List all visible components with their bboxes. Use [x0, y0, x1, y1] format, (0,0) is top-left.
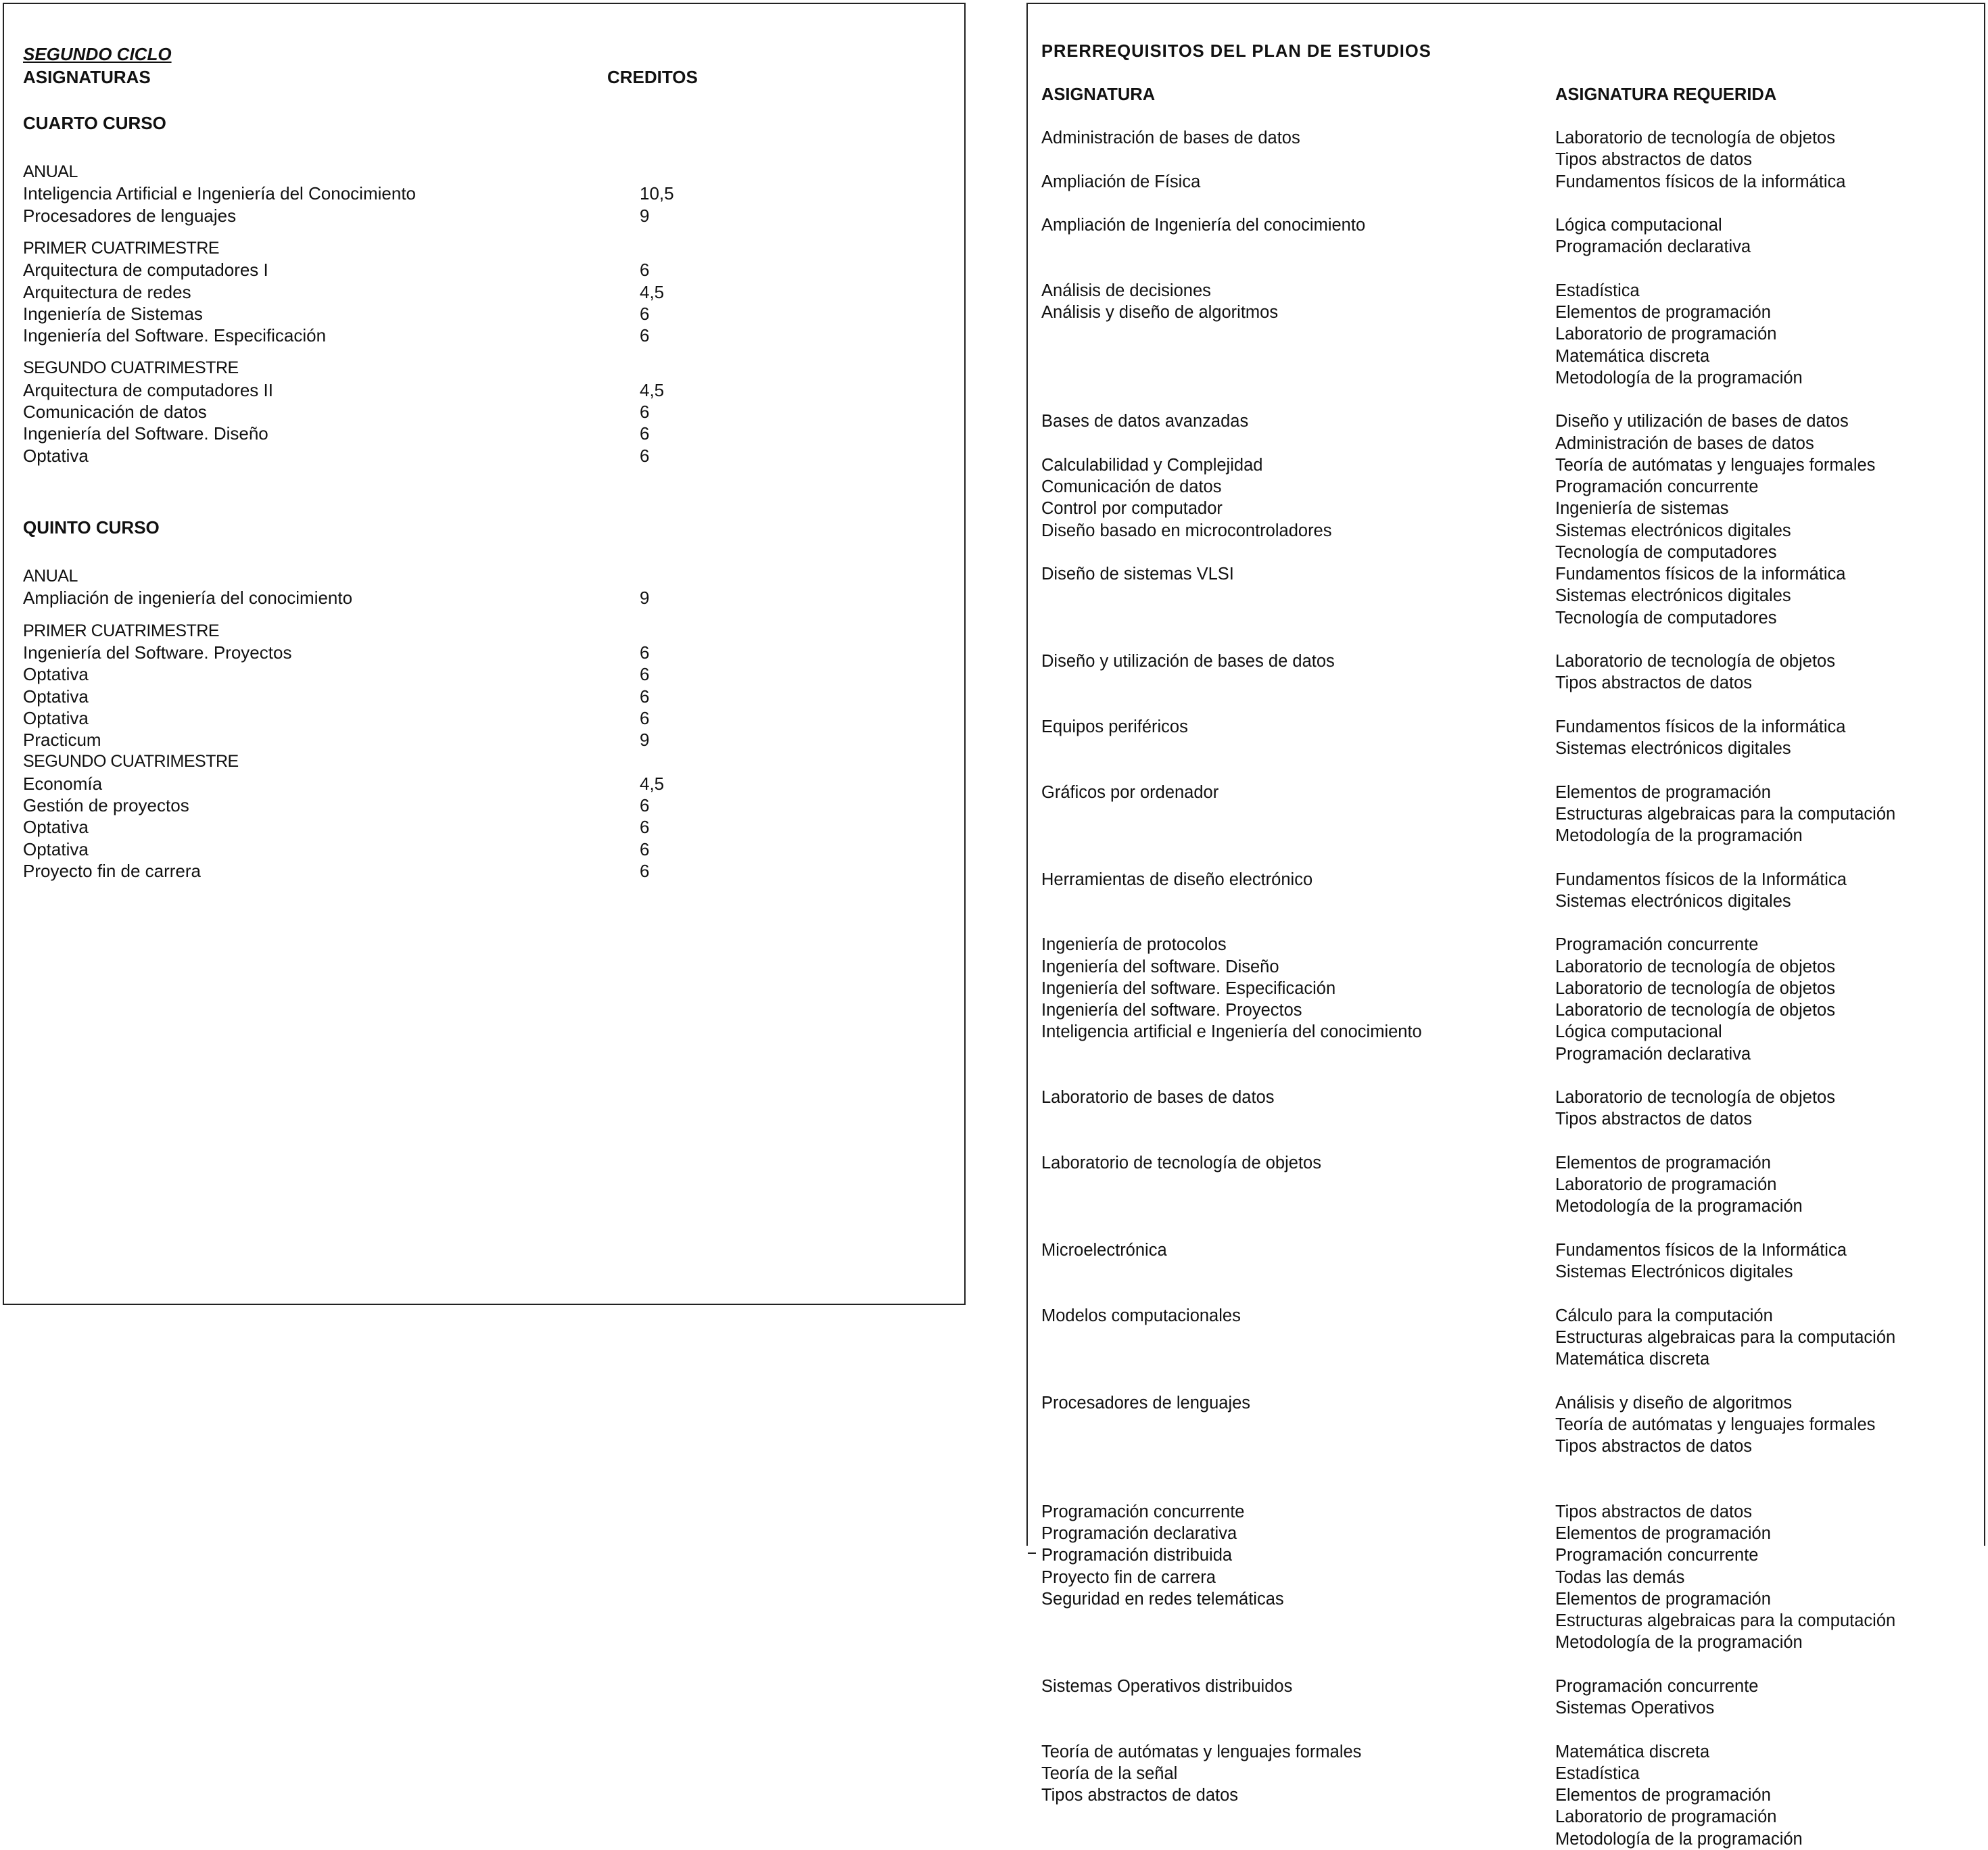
course-name: Optativa: [23, 838, 89, 859]
course-credits: 6: [640, 303, 650, 324]
prereq-required: Tipos abstractos de datos: [1555, 1110, 1753, 1129]
prereq-subject: Diseño y utilización de bases de datos: [1041, 652, 1335, 671]
course-credits: 6: [640, 445, 650, 466]
prereq-required: Programación declarativa: [1555, 1044, 1751, 1064]
prereq-required: Estadística: [1555, 281, 1640, 300]
course-name: Optativa: [23, 817, 89, 838]
prereq-subject: Calculabilidad y Complejidad: [1041, 455, 1263, 475]
prereq-required: Sistemas electrónicos digitales: [1555, 739, 1791, 758]
course-name: Economía: [23, 773, 103, 794]
prereq-subject: Ampliación de Ingeniería del conocimiento: [1041, 216, 1366, 235]
year-heading: QUINTO CURSO: [23, 517, 160, 538]
course-credits: 6: [640, 260, 650, 281]
prereq-required: Análisis y diseño de algoritmos: [1555, 1393, 1793, 1413]
course-credits: 6: [640, 817, 650, 838]
prereq-required: Teoría de autómatas y lenguajes formales: [1555, 455, 1876, 475]
prereq-required: Lógica computacional: [1555, 216, 1722, 235]
course-credits: 6: [640, 795, 650, 815]
prereq-subject: Diseño de sistemas VLSI: [1041, 565, 1234, 584]
course-name: Inteligencia Artificial e Ingeniería del Conocimiento: [23, 183, 417, 204]
prereq-required: Laboratorio de tecnología de objetos: [1555, 128, 1835, 147]
curriculum-panel: [3, 3, 966, 1305]
prereq-required: Tipos abstractos de datos: [1555, 673, 1753, 693]
prereq-required: Estructuras algebraicas para la computación: [1555, 1327, 1896, 1347]
prereq-subject: Diseño basado en microcontroladores: [1041, 521, 1332, 540]
course-name: Practicum: [23, 730, 101, 751]
prereq-subject: Microelectrónica: [1041, 1240, 1167, 1260]
prereq-subject: Equipos periféricos: [1041, 717, 1188, 736]
prerequisites-title: PRERREQUISITOS DEL PLAN DE ESTUDIOS: [1041, 42, 1431, 61]
prereq-required: Fundamentos físicos de la Informática: [1555, 1240, 1847, 1260]
prereq-subject: Ampliación de Física: [1041, 172, 1201, 191]
prereq-required: Todas las demás: [1555, 1567, 1685, 1587]
prereq-required: Estadística: [1555, 1763, 1640, 1783]
prereq-required: Tipos abstractos de datos: [1555, 1502, 1753, 1521]
course-name: Proyecto fin de carrera: [23, 860, 202, 881]
prereq-required: Cálculo para la computación: [1555, 1306, 1773, 1325]
prereq-required: Elementos de programación: [1555, 1786, 1771, 1805]
prereq-required: Metodología de la programación: [1555, 1633, 1803, 1653]
course-credits: 6: [640, 423, 650, 444]
prereq-required: Laboratorio de programación: [1555, 1807, 1777, 1827]
prereq-required: Ingeniería de sistemas: [1555, 499, 1729, 519]
prereq-subject: Teoría de la señal: [1041, 1763, 1178, 1783]
term-label: SEGUNDO CUATRIMESTRE: [23, 358, 239, 378]
prereq-subject: Ingeniería del software. Diseño: [1041, 957, 1279, 976]
prereq-subject: Ingeniería del software. Proyectos: [1041, 1001, 1302, 1020]
course-name: Gestión de proyectos: [23, 795, 189, 815]
prereq-required: Metodología de la programación: [1555, 1829, 1803, 1849]
prereq-required: Laboratorio de programación: [1555, 325, 1777, 344]
prereq-required: Tecnología de computadores: [1555, 542, 1777, 562]
prereq-required: Laboratorio de tecnología de objetos: [1555, 1001, 1835, 1020]
prereq-required: Elementos de programación: [1555, 1524, 1771, 1543]
prereq-required: Metodología de la programación: [1555, 368, 1803, 387]
prereq-subject: Sistemas Operativos distribuidos: [1041, 1676, 1293, 1696]
prereq-subject: Administración de bases de datos: [1041, 128, 1300, 147]
course-credits: 6: [640, 402, 650, 422]
course-credits: 10,5: [640, 183, 674, 204]
course-name: Comunicación de datos: [23, 402, 207, 422]
prereq-subject: Ingeniería de protocolos: [1041, 935, 1227, 955]
prereq-subject: Teoría de autómatas y lenguajes formales: [1041, 1742, 1362, 1761]
prereq-required: Elementos de programación: [1555, 1589, 1771, 1609]
prereq-required: Programación declarativa: [1555, 237, 1751, 257]
prereq-required: Tecnología de computadores: [1555, 608, 1777, 627]
course-credits: 6: [640, 860, 650, 881]
prereq-required: Metodología de la programación: [1555, 826, 1803, 845]
prereq-required: Teoría de autómatas y lenguajes formales: [1555, 1415, 1876, 1434]
course-credits: 6: [640, 686, 650, 707]
prerequisites-panel: [1026, 3, 1985, 1849]
prereq-required: Laboratorio de tecnología de objetos: [1555, 957, 1835, 976]
course-name: Arquitectura de computadores II: [23, 379, 273, 400]
prereq-required: Laboratorio de programación: [1555, 1175, 1777, 1194]
course-name: Optativa: [23, 664, 89, 685]
required-column-header: ASIGNATURA REQUERIDA: [1555, 85, 1777, 104]
prereq-required: Laboratorio de tecnología de objetos: [1555, 1088, 1835, 1107]
prereq-subject: Laboratorio de bases de datos: [1041, 1088, 1275, 1107]
course-name: Arquitectura de redes: [23, 281, 191, 302]
prereq-subject: Procesadores de lenguajes: [1041, 1393, 1251, 1413]
prereq-required: Estructuras algebraicas para la computación: [1555, 1611, 1896, 1630]
course-name: Arquitectura de computadores I: [23, 260, 268, 281]
prereq-subject: Tipos abstractos de datos: [1041, 1786, 1239, 1805]
course-credits: 4,5: [640, 773, 665, 794]
prereq-subject: Análisis de decisiones: [1041, 281, 1211, 300]
prereq-required: Elementos de programación: [1555, 1153, 1771, 1172]
course-credits: 4,5: [640, 379, 665, 400]
term-label: PRIMER CUATRIMESTRE: [23, 621, 220, 640]
prereq-required: Tipos abstractos de datos: [1555, 150, 1753, 170]
prereq-required: Diseño y utilización de bases de datos: [1555, 412, 1849, 431]
prereq-required: Programación concurrente: [1555, 477, 1759, 496]
prereq-required: Sistemas Electrónicos digitales: [1555, 1262, 1793, 1281]
prereq-required: Matemática discreta: [1555, 1350, 1710, 1369]
cycle-title: SEGUNDO CICLO: [23, 44, 172, 64]
course-credits: 9: [640, 588, 650, 609]
year-heading: CUARTO CURSO: [23, 113, 166, 133]
prereq-required: Metodología de la programación: [1555, 1197, 1803, 1216]
prereq-subject: Seguridad en redes telemáticas: [1041, 1589, 1284, 1609]
prereq-subject: Comunicación de datos: [1041, 477, 1222, 496]
prereq-subject: Gráficos por ordenador: [1041, 782, 1219, 802]
prereq-subject: Herramientas de diseño electrónico: [1041, 870, 1313, 889]
prereq-required: Fundamentos físicos de la Informática: [1555, 870, 1847, 889]
term-label: SEGUNDO CUATRIMESTRE: [23, 752, 239, 772]
course-credits: 9: [640, 205, 650, 226]
prereq-subject: Ingeniería del software. Especificación: [1041, 978, 1336, 998]
term-label: ANUAL: [23, 567, 78, 586]
prereq-required: Laboratorio de tecnología de objetos: [1555, 652, 1835, 671]
course-credits: 9: [640, 730, 650, 751]
course-name: Procesadores de lenguajes: [23, 205, 237, 226]
course-credits: 6: [640, 707, 650, 728]
prereq-required: Sistemas Operativos: [1555, 1699, 1715, 1717]
course-name: Ampliación de ingeniería del conocimiento: [23, 588, 353, 609]
prereq-subject: Análisis y diseño de algoritmos: [1041, 303, 1279, 322]
course-credits: 6: [640, 838, 650, 859]
prereq-required: Matemática discreta: [1555, 1742, 1710, 1761]
prereq-subject: Laboratorio de tecnología de objetos: [1041, 1153, 1321, 1172]
prereq-required: Administración de bases de datos: [1555, 433, 1814, 453]
subject-column-header: ASIGNATURA: [1041, 85, 1156, 104]
prereq-subject: Programación distribuida: [1041, 1546, 1233, 1565]
course-name: Optativa: [23, 445, 89, 466]
course-credits: 6: [640, 664, 650, 685]
prereq-subject: Modelos computacionales: [1041, 1306, 1241, 1325]
prereq-required: Sistemas electrónicos digitales: [1555, 586, 1791, 606]
term-label: PRIMER CUATRIMESTRE: [23, 238, 220, 258]
course-name: Ingeniería del Software. Diseño: [23, 423, 268, 444]
prereq-required: Sistemas electrónicos digitales: [1555, 891, 1791, 911]
subjects-column-header: ASIGNATURAS: [23, 67, 151, 87]
prereq-required: Lógica computacional: [1555, 1022, 1722, 1042]
prereq-required: Laboratorio de tecnología de objetos: [1555, 978, 1835, 998]
course-name: Ingeniería de Sistemas: [23, 303, 203, 324]
course-credits: 6: [640, 642, 650, 663]
prereq-required: Estructuras algebraicas para la computación: [1555, 804, 1896, 824]
prereq-subject: Bases de datos avanzadas: [1041, 412, 1249, 431]
prereq-required: Fundamentos físicos de la informática: [1555, 717, 1846, 736]
prereq-required: Programación concurrente: [1555, 935, 1759, 955]
term-label: ANUAL: [23, 162, 78, 181]
prereq-subject: Programación declarativa: [1041, 1524, 1237, 1543]
prereq-required: Elementos de programación: [1555, 782, 1771, 802]
prereq-required: Tipos abstractos de datos: [1555, 1437, 1753, 1456]
course-name: Ingeniería del Software. Especificación: [23, 325, 327, 346]
prereq-required: Fundamentos físicos de la informática: [1555, 172, 1846, 191]
prereq-subject: Programación concurrente: [1041, 1502, 1245, 1521]
course-name: Optativa: [23, 707, 89, 728]
prereq-required: Elementos de programación: [1555, 303, 1771, 322]
prereq-required: Programación concurrente: [1555, 1676, 1759, 1696]
course-name: Ingeniería del Software. Proyectos: [23, 642, 292, 663]
prereq-subject: Control por computador: [1041, 499, 1223, 519]
credits-column-header: CREDITOS: [607, 67, 698, 87]
prereq-required: Fundamentos físicos de la informática: [1555, 565, 1846, 584]
course-name: Optativa: [23, 686, 89, 707]
prereq-required: Sistemas electrónicos digitales: [1555, 521, 1791, 540]
course-credits: 6: [640, 325, 650, 346]
prereq-required: Matemática discreta: [1555, 346, 1710, 366]
corner-mark: [1028, 1552, 1036, 1554]
prereq-subject: Proyecto fin de carrera: [1041, 1567, 1216, 1587]
course-credits: 4,5: [640, 281, 665, 302]
prereq-subject: Inteligencia artificial e Ingeniería del conocimiento: [1041, 1022, 1422, 1042]
prereq-required: Programación concurrente: [1555, 1546, 1759, 1565]
